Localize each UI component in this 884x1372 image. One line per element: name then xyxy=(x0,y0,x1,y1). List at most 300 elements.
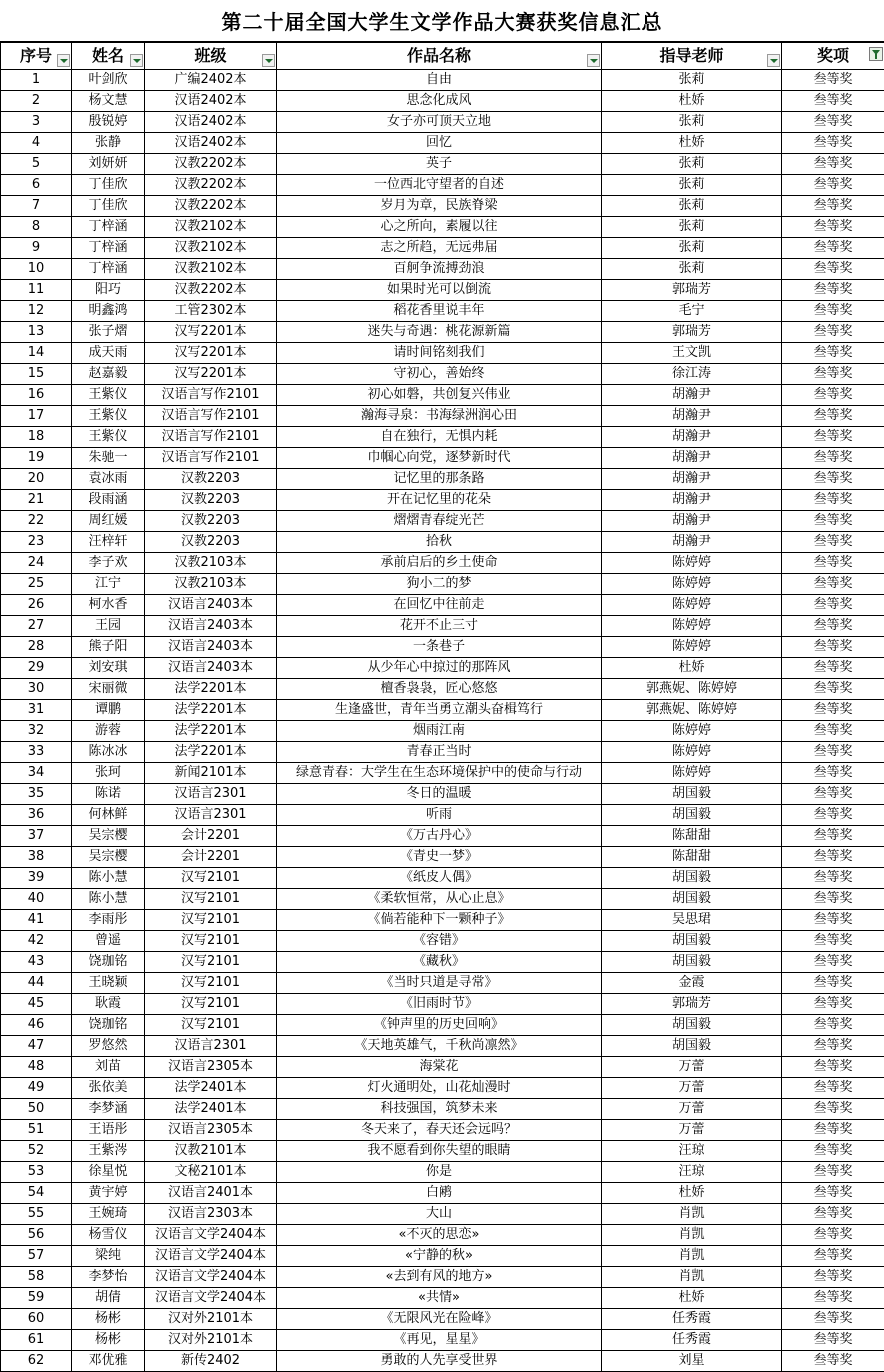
cell-name[interactable]: 李梦怡 xyxy=(72,1267,145,1288)
cell-award[interactable]: 叁等奖 xyxy=(782,1078,884,1099)
cell-teacher[interactable]: 万蕾 xyxy=(602,1078,782,1099)
cell-class[interactable]: 汉教2103本 xyxy=(145,574,277,595)
cell-work[interactable]: 守初心，善始终 xyxy=(277,364,602,385)
cell-class[interactable]: 汉语言文学2404本 xyxy=(145,1288,277,1309)
cell-index[interactable]: 37 xyxy=(1,826,72,847)
cell-class[interactable]: 汉教2103本 xyxy=(145,553,277,574)
cell-class[interactable]: 汉语言2305本 xyxy=(145,1120,277,1141)
cell-class[interactable]: 汉写2101 xyxy=(145,910,277,931)
cell-award[interactable]: 叁等奖 xyxy=(782,469,884,490)
cell-work[interactable]: 一条巷子 xyxy=(277,637,602,658)
cell-work[interactable]: 一位西北守望者的自述 xyxy=(277,175,602,196)
cell-class[interactable]: 汉教2202本 xyxy=(145,154,277,175)
cell-class[interactable]: 汉语言2305本 xyxy=(145,1057,277,1078)
cell-work[interactable]: 海棠花 xyxy=(277,1057,602,1078)
cell-work[interactable]: 百舸争流搏劲浪 xyxy=(277,259,602,280)
cell-teacher[interactable]: 肖凯 xyxy=(602,1267,782,1288)
cell-name[interactable]: 朱驰一 xyxy=(72,448,145,469)
cell-class[interactable]: 汉教2203 xyxy=(145,511,277,532)
cell-class[interactable]: 法学2201本 xyxy=(145,700,277,721)
cell-name[interactable]: 谭鹏 xyxy=(72,700,145,721)
cell-award[interactable]: 叁等奖 xyxy=(782,1036,884,1057)
cell-teacher[interactable]: 胡国毅 xyxy=(602,931,782,952)
cell-award[interactable]: 叁等奖 xyxy=(782,1225,884,1246)
cell-index[interactable]: 6 xyxy=(1,175,72,196)
cell-teacher[interactable]: 万蕾 xyxy=(602,1120,782,1141)
cell-teacher[interactable]: 肖凯 xyxy=(602,1204,782,1225)
cell-name[interactable]: 张珂 xyxy=(72,763,145,784)
cell-class[interactable]: 广编2402本 xyxy=(145,70,277,91)
cell-index[interactable]: 59 xyxy=(1,1288,72,1309)
cell-name[interactable]: 杨文慧 xyxy=(72,91,145,112)
cell-work[interactable]: 冬天来了，春天还会远吗？ xyxy=(277,1120,602,1141)
cell-teacher[interactable]: 胡国毅 xyxy=(602,1036,782,1057)
cell-name[interactable]: 陈冰冰 xyxy=(72,742,145,763)
cell-index[interactable]: 46 xyxy=(1,1015,72,1036)
cell-work[interactable]: 自在独行，无惧内耗 xyxy=(277,427,602,448)
cell-class[interactable]: 汉语2402本 xyxy=(145,112,277,133)
cell-award[interactable]: 叁等奖 xyxy=(782,1309,884,1330)
cell-award[interactable]: 叁等奖 xyxy=(782,406,884,427)
cell-award[interactable]: 叁等奖 xyxy=(782,1351,884,1372)
cell-index[interactable]: 8 xyxy=(1,217,72,238)
cell-teacher[interactable]: 吴思珺 xyxy=(602,910,782,931)
cell-award[interactable]: 叁等奖 xyxy=(782,196,884,217)
cell-name[interactable]: 丁梓涵 xyxy=(72,238,145,259)
cell-name[interactable]: 明鑫鸿 xyxy=(72,301,145,322)
cell-work[interactable]: «共情» xyxy=(277,1288,602,1309)
cell-teacher[interactable]: 张莉 xyxy=(602,112,782,133)
cell-teacher[interactable]: 陈婷婷 xyxy=(602,763,782,784)
cell-name[interactable]: 徐星悦 xyxy=(72,1162,145,1183)
cell-work[interactable]: 听雨 xyxy=(277,805,602,826)
cell-name[interactable]: 李雨彤 xyxy=(72,910,145,931)
cell-class[interactable]: 汉语言2403本 xyxy=(145,637,277,658)
cell-work[interactable]: 女子亦可顶天立地 xyxy=(277,112,602,133)
cell-teacher[interactable]: 陈婷婷 xyxy=(602,637,782,658)
cell-teacher[interactable]: 陈婷婷 xyxy=(602,595,782,616)
cell-work[interactable]: 我不愿看到你失望的眼睛 xyxy=(277,1141,602,1162)
cell-name[interactable]: 吴宗樱 xyxy=(72,847,145,868)
cell-name[interactable]: 成天雨 xyxy=(72,343,145,364)
cell-award[interactable]: 叁等奖 xyxy=(782,700,884,721)
filter-dropdown-icon[interactable] xyxy=(130,54,143,67)
cell-work[interactable]: «去到有风的地方» xyxy=(277,1267,602,1288)
cell-class[interactable]: 会计2201 xyxy=(145,826,277,847)
cell-name[interactable]: 周红媛 xyxy=(72,511,145,532)
cell-work[interactable]: 灯火通明处，山花灿漫时 xyxy=(277,1078,602,1099)
cell-teacher[interactable]: 胡瀚尹 xyxy=(602,490,782,511)
cell-work[interactable]: 从少年心中掠过的那阵风 xyxy=(277,658,602,679)
cell-work[interactable]: 《纸皮人偶》 xyxy=(277,868,602,889)
cell-award[interactable]: 叁等奖 xyxy=(782,1267,884,1288)
cell-award[interactable]: 叁等奖 xyxy=(782,154,884,175)
cell-index[interactable]: 24 xyxy=(1,553,72,574)
cell-index[interactable]: 47 xyxy=(1,1036,72,1057)
cell-name[interactable]: 胡倩 xyxy=(72,1288,145,1309)
cell-teacher[interactable]: 张莉 xyxy=(602,259,782,280)
cell-award[interactable]: 叁等奖 xyxy=(782,448,884,469)
cell-name[interactable]: 陈小慧 xyxy=(72,868,145,889)
cell-name[interactable]: 张静 xyxy=(72,133,145,154)
cell-index[interactable]: 36 xyxy=(1,805,72,826)
cell-work[interactable]: 英子 xyxy=(277,154,602,175)
cell-work[interactable]: 檀香袅袅，匠心悠悠 xyxy=(277,679,602,700)
cell-work[interactable]: 《倘若能种下一颗种子》 xyxy=(277,910,602,931)
cell-index[interactable]: 20 xyxy=(1,469,72,490)
cell-class[interactable]: 汉语言2403本 xyxy=(145,658,277,679)
cell-award[interactable]: 叁等奖 xyxy=(782,574,884,595)
cell-index[interactable]: 9 xyxy=(1,238,72,259)
cell-teacher[interactable]: 胡瀚尹 xyxy=(602,511,782,532)
cell-teacher[interactable]: 肖凯 xyxy=(602,1246,782,1267)
cell-award[interactable]: 叁等奖 xyxy=(782,637,884,658)
cell-teacher[interactable]: 郭瑞芳 xyxy=(602,322,782,343)
cell-name[interactable]: 杨雪仪 xyxy=(72,1225,145,1246)
cell-class[interactable]: 汉写2101 xyxy=(145,868,277,889)
cell-award[interactable]: 叁等奖 xyxy=(782,826,884,847)
cell-name[interactable]: 阳巧 xyxy=(72,280,145,301)
cell-class[interactable]: 汉教2203 xyxy=(145,532,277,553)
cell-teacher[interactable]: 郭瑞芳 xyxy=(602,994,782,1015)
cell-work[interactable]: 生逢盛世，青年当勇立潮头奋楫笃行 xyxy=(277,700,602,721)
cell-work[interactable]: 花开不止三寸 xyxy=(277,616,602,637)
cell-work[interactable]: 烟雨江南 xyxy=(277,721,602,742)
cell-class[interactable]: 汉对外2101本 xyxy=(145,1309,277,1330)
cell-award[interactable]: 叁等奖 xyxy=(782,994,884,1015)
cell-work[interactable]: 勇敢的人先享受世界 xyxy=(277,1351,602,1372)
cell-index[interactable]: 42 xyxy=(1,931,72,952)
cell-work[interactable]: 科技强国，筑梦未来 xyxy=(277,1099,602,1120)
cell-index[interactable]: 10 xyxy=(1,259,72,280)
cell-name[interactable]: 罗悠然 xyxy=(72,1036,145,1057)
cell-teacher[interactable]: 肖凯 xyxy=(602,1225,782,1246)
cell-award[interactable]: 叁等奖 xyxy=(782,805,884,826)
cell-work[interactable]: 狗小二的梦 xyxy=(277,574,602,595)
cell-work[interactable]: 拾秋 xyxy=(277,532,602,553)
cell-index[interactable]: 50 xyxy=(1,1099,72,1120)
cell-class[interactable]: 汉语言文学2404本 xyxy=(145,1246,277,1267)
cell-award[interactable]: 叁等奖 xyxy=(782,1120,884,1141)
cell-teacher[interactable]: 杜娇 xyxy=(602,658,782,679)
cell-name[interactable]: 何林鲜 xyxy=(72,805,145,826)
cell-name[interactable]: 刘妍妍 xyxy=(72,154,145,175)
cell-teacher[interactable]: 汪琼 xyxy=(602,1162,782,1183)
cell-name[interactable]: 吴宗樱 xyxy=(72,826,145,847)
cell-teacher[interactable]: 徐江涛 xyxy=(602,364,782,385)
cell-class[interactable]: 汉语言写作2101 xyxy=(145,427,277,448)
cell-work[interactable]: 《天地英雄气，千秋尚凛然》 xyxy=(277,1036,602,1057)
cell-class[interactable]: 文秘2101本 xyxy=(145,1162,277,1183)
cell-index[interactable]: 53 xyxy=(1,1162,72,1183)
cell-index[interactable]: 21 xyxy=(1,490,72,511)
cell-name[interactable]: 袁冰雨 xyxy=(72,469,145,490)
cell-award[interactable]: 叁等奖 xyxy=(782,133,884,154)
cell-index[interactable]: 61 xyxy=(1,1330,72,1351)
cell-teacher[interactable]: 任秀霞 xyxy=(602,1309,782,1330)
cell-name[interactable]: 游蓉 xyxy=(72,721,145,742)
cell-work[interactable]: 请时间铭刻我们 xyxy=(277,343,602,364)
cell-award[interactable]: 叁等奖 xyxy=(782,721,884,742)
cell-index[interactable]: 7 xyxy=(1,196,72,217)
cell-work[interactable]: 绿意青春：大学生在生态环境保护中的使命与行动 xyxy=(277,763,602,784)
cell-award[interactable]: 叁等奖 xyxy=(782,1204,884,1225)
cell-index[interactable]: 17 xyxy=(1,406,72,427)
cell-award[interactable]: 叁等奖 xyxy=(782,658,884,679)
cell-class[interactable]: 汉教2202本 xyxy=(145,175,277,196)
cell-teacher[interactable]: 胡瀚尹 xyxy=(602,532,782,553)
cell-award[interactable]: 叁等奖 xyxy=(782,385,884,406)
cell-class[interactable]: 新闻2101本 xyxy=(145,763,277,784)
cell-award[interactable]: 叁等奖 xyxy=(782,868,884,889)
cell-name[interactable]: 张子熠 xyxy=(72,322,145,343)
cell-index[interactable]: 52 xyxy=(1,1141,72,1162)
cell-index[interactable]: 45 xyxy=(1,994,72,1015)
cell-name[interactable]: 丁佳欣 xyxy=(72,175,145,196)
cell-index[interactable]: 54 xyxy=(1,1183,72,1204)
cell-teacher[interactable]: 陈甜甜 xyxy=(602,847,782,868)
cell-work[interactable]: 《当时只道是寻常》 xyxy=(277,973,602,994)
cell-award[interactable]: 叁等奖 xyxy=(782,427,884,448)
cell-name[interactable]: 赵嘉毅 xyxy=(72,364,145,385)
cell-class[interactable]: 汉写2201本 xyxy=(145,343,277,364)
cell-teacher[interactable]: 胡瀚尹 xyxy=(602,448,782,469)
cell-teacher[interactable]: 张莉 xyxy=(602,217,782,238)
cell-index[interactable]: 18 xyxy=(1,427,72,448)
cell-name[interactable]: 邓优雅 xyxy=(72,1351,145,1372)
cell-name[interactable]: 叶剑欣 xyxy=(72,70,145,91)
cell-class[interactable]: 汉教2202本 xyxy=(145,196,277,217)
cell-class[interactable]: 汉教2202本 xyxy=(145,280,277,301)
cell-teacher[interactable]: 杜娇 xyxy=(602,1288,782,1309)
cell-work[interactable]: 《容错》 xyxy=(277,931,602,952)
cell-teacher[interactable]: 毛宁 xyxy=(602,301,782,322)
cell-award[interactable]: 叁等奖 xyxy=(782,1015,884,1036)
cell-award[interactable]: 叁等奖 xyxy=(782,1288,884,1309)
cell-award[interactable]: 叁等奖 xyxy=(782,784,884,805)
cell-name[interactable]: 殷锐婷 xyxy=(72,112,145,133)
cell-award[interactable]: 叁等奖 xyxy=(782,301,884,322)
cell-teacher[interactable]: 张莉 xyxy=(602,175,782,196)
cell-class[interactable]: 汉语2402本 xyxy=(145,133,277,154)
cell-class[interactable]: 法学2401本 xyxy=(145,1078,277,1099)
cell-name[interactable]: 江宁 xyxy=(72,574,145,595)
cell-teacher[interactable]: 张莉 xyxy=(602,154,782,175)
cell-teacher[interactable]: 郭燕妮、陈婷婷 xyxy=(602,679,782,700)
filter-dropdown-icon[interactable] xyxy=(767,54,780,67)
cell-index[interactable]: 35 xyxy=(1,784,72,805)
cell-work[interactable]: 《再见，星星》 xyxy=(277,1330,602,1351)
cell-teacher[interactable]: 陈婷婷 xyxy=(602,553,782,574)
cell-name[interactable]: 王婉琦 xyxy=(72,1204,145,1225)
cell-class[interactable]: 汉写2201本 xyxy=(145,322,277,343)
cell-award[interactable]: 叁等奖 xyxy=(782,616,884,637)
cell-award[interactable]: 叁等奖 xyxy=(782,1099,884,1120)
cell-work[interactable]: 瀚海寻泉：书海绿洲润心田 xyxy=(277,406,602,427)
cell-award[interactable]: 叁等奖 xyxy=(782,1330,884,1351)
cell-award[interactable]: 叁等奖 xyxy=(782,679,884,700)
cell-class[interactable]: 法学2201本 xyxy=(145,679,277,700)
cell-index[interactable]: 27 xyxy=(1,616,72,637)
cell-work[interactable]: 思念化成风 xyxy=(277,91,602,112)
cell-award[interactable]: 叁等奖 xyxy=(782,511,884,532)
cell-work[interactable]: «宁静的秋» xyxy=(277,1246,602,1267)
cell-teacher[interactable]: 陈婷婷 xyxy=(602,742,782,763)
cell-name[interactable]: 杨彬 xyxy=(72,1309,145,1330)
cell-class[interactable]: 汉教2101本 xyxy=(145,1141,277,1162)
cell-work[interactable]: 在回忆中往前走 xyxy=(277,595,602,616)
cell-name[interactable]: 刘苗 xyxy=(72,1057,145,1078)
cell-name[interactable]: 陈小慧 xyxy=(72,889,145,910)
cell-name[interactable]: 饶珈铭 xyxy=(72,952,145,973)
cell-teacher[interactable]: 万蕾 xyxy=(602,1099,782,1120)
filter-dropdown-icon[interactable] xyxy=(262,54,275,67)
cell-award[interactable]: 叁等奖 xyxy=(782,847,884,868)
cell-teacher[interactable]: 胡国毅 xyxy=(602,889,782,910)
cell-name[interactable]: 王晓颖 xyxy=(72,973,145,994)
cell-work[interactable]: 承前启后的乡土使命 xyxy=(277,553,602,574)
cell-work[interactable]: 稻花香里说丰年 xyxy=(277,301,602,322)
cell-name[interactable]: 李子欢 xyxy=(72,553,145,574)
cell-teacher[interactable]: 胡国毅 xyxy=(602,1015,782,1036)
cell-award[interactable]: 叁等奖 xyxy=(782,91,884,112)
cell-name[interactable]: 丁佳欣 xyxy=(72,196,145,217)
cell-class[interactable]: 汉写2101 xyxy=(145,952,277,973)
cell-award[interactable]: 叁等奖 xyxy=(782,742,884,763)
cell-index[interactable]: 51 xyxy=(1,1120,72,1141)
cell-work[interactable]: 初心如磐，共创复兴伟业 xyxy=(277,385,602,406)
filter-dropdown-icon[interactable] xyxy=(587,54,600,67)
cell-teacher[interactable]: 陈婷婷 xyxy=(602,616,782,637)
cell-award[interactable]: 叁等奖 xyxy=(782,553,884,574)
cell-class[interactable]: 汉语言2301 xyxy=(145,784,277,805)
cell-work[interactable]: 回忆 xyxy=(277,133,602,154)
cell-index[interactable]: 25 xyxy=(1,574,72,595)
cell-class[interactable]: 汉写2101 xyxy=(145,973,277,994)
cell-name[interactable]: 饶珈铭 xyxy=(72,1015,145,1036)
cell-class[interactable]: 汉教2102本 xyxy=(145,217,277,238)
cell-name[interactable]: 杨彬 xyxy=(72,1330,145,1351)
cell-name[interactable]: 王紫仪 xyxy=(72,406,145,427)
cell-teacher[interactable]: 杜娇 xyxy=(602,91,782,112)
cell-index[interactable]: 57 xyxy=(1,1246,72,1267)
cell-index[interactable]: 3 xyxy=(1,112,72,133)
cell-work[interactable]: 熠熠青春绽光芒 xyxy=(277,511,602,532)
cell-work[interactable]: 《柔软恒常，从心止息》 xyxy=(277,889,602,910)
cell-index[interactable]: 39 xyxy=(1,868,72,889)
cell-index[interactable]: 32 xyxy=(1,721,72,742)
cell-class[interactable]: 汉写2101 xyxy=(145,994,277,1015)
cell-work[interactable]: 岁月为章，民族脊梁 xyxy=(277,196,602,217)
cell-award[interactable]: 叁等奖 xyxy=(782,763,884,784)
cell-award[interactable]: 叁等奖 xyxy=(782,595,884,616)
cell-award[interactable]: 叁等奖 xyxy=(782,910,884,931)
cell-index[interactable]: 49 xyxy=(1,1078,72,1099)
cell-class[interactable]: 汉语言2301 xyxy=(145,805,277,826)
cell-award[interactable]: 叁等奖 xyxy=(782,1162,884,1183)
cell-class[interactable]: 汉语言2301 xyxy=(145,1036,277,1057)
cell-index[interactable]: 43 xyxy=(1,952,72,973)
cell-work[interactable]: 巾帼心向党，逐梦新时代 xyxy=(277,448,602,469)
cell-name[interactable]: 王语彤 xyxy=(72,1120,145,1141)
cell-index[interactable]: 62 xyxy=(1,1351,72,1372)
cell-teacher[interactable]: 陈甜甜 xyxy=(602,826,782,847)
cell-index[interactable]: 30 xyxy=(1,679,72,700)
cell-name[interactable]: 王紫涔 xyxy=(72,1141,145,1162)
cell-teacher[interactable]: 王文凯 xyxy=(602,343,782,364)
cell-class[interactable]: 会计2201 xyxy=(145,847,277,868)
cell-index[interactable]: 48 xyxy=(1,1057,72,1078)
cell-index[interactable]: 38 xyxy=(1,847,72,868)
cell-index[interactable]: 23 xyxy=(1,532,72,553)
cell-index[interactable]: 40 xyxy=(1,889,72,910)
cell-work[interactable]: 《万古丹心》 xyxy=(277,826,602,847)
cell-name[interactable]: 王园 xyxy=(72,616,145,637)
cell-work[interactable]: 《无限风光在险峰》 xyxy=(277,1309,602,1330)
cell-award[interactable]: 叁等奖 xyxy=(782,343,884,364)
cell-work[interactable]: 自由 xyxy=(277,70,602,91)
cell-teacher[interactable]: 胡国毅 xyxy=(602,952,782,973)
cell-award[interactable]: 叁等奖 xyxy=(782,1246,884,1267)
cell-work[interactable]: 《钟声里的历史回响》 xyxy=(277,1015,602,1036)
cell-index[interactable]: 14 xyxy=(1,343,72,364)
cell-index[interactable]: 55 xyxy=(1,1204,72,1225)
cell-index[interactable]: 11 xyxy=(1,280,72,301)
cell-name[interactable]: 曾遥 xyxy=(72,931,145,952)
cell-work[interactable]: 迷失与奇遇：桃花源新篇 xyxy=(277,322,602,343)
cell-class[interactable]: 新传2402 xyxy=(145,1351,277,1372)
cell-name[interactable]: 宋丽微 xyxy=(72,679,145,700)
cell-index[interactable]: 1 xyxy=(1,70,72,91)
cell-class[interactable]: 汉语2402本 xyxy=(145,91,277,112)
cell-teacher[interactable]: 金霞 xyxy=(602,973,782,994)
cell-class[interactable]: 法学2401本 xyxy=(145,1099,277,1120)
cell-teacher[interactable]: 胡国毅 xyxy=(602,784,782,805)
cell-work[interactable]: 志之所趋，无远弗届 xyxy=(277,238,602,259)
cell-work[interactable]: 白鹇 xyxy=(277,1183,602,1204)
cell-class[interactable]: 汉写2101 xyxy=(145,1015,277,1036)
cell-index[interactable]: 29 xyxy=(1,658,72,679)
cell-teacher[interactable]: 胡瀚尹 xyxy=(602,469,782,490)
cell-teacher[interactable]: 张莉 xyxy=(602,70,782,91)
cell-name[interactable]: 汪梓轩 xyxy=(72,532,145,553)
cell-class[interactable]: 汉语言写作2101 xyxy=(145,448,277,469)
cell-name[interactable]: 李梦涵 xyxy=(72,1099,145,1120)
cell-class[interactable]: 汉语言2303本 xyxy=(145,1204,277,1225)
cell-class[interactable]: 汉写2101 xyxy=(145,931,277,952)
cell-name[interactable]: 王紫仪 xyxy=(72,427,145,448)
cell-class[interactable]: 汉教2203 xyxy=(145,469,277,490)
cell-index[interactable]: 56 xyxy=(1,1225,72,1246)
cell-class[interactable]: 工管2302本 xyxy=(145,301,277,322)
cell-class[interactable]: 法学2201本 xyxy=(145,721,277,742)
cell-award[interactable]: 叁等奖 xyxy=(782,238,884,259)
cell-award[interactable]: 叁等奖 xyxy=(782,532,884,553)
cell-index[interactable]: 4 xyxy=(1,133,72,154)
cell-award[interactable]: 叁等奖 xyxy=(782,889,884,910)
cell-index[interactable]: 34 xyxy=(1,763,72,784)
cell-award[interactable]: 叁等奖 xyxy=(782,364,884,385)
cell-teacher[interactable]: 胡瀚尹 xyxy=(602,427,782,448)
cell-index[interactable]: 31 xyxy=(1,700,72,721)
cell-index[interactable]: 16 xyxy=(1,385,72,406)
cell-index[interactable]: 33 xyxy=(1,742,72,763)
cell-award[interactable]: 叁等奖 xyxy=(782,490,884,511)
cell-class[interactable]: 汉对外2101本 xyxy=(145,1330,277,1351)
cell-teacher[interactable]: 胡国毅 xyxy=(602,868,782,889)
cell-class[interactable]: 汉语言写作2101 xyxy=(145,406,277,427)
cell-class[interactable]: 汉教2203 xyxy=(145,490,277,511)
